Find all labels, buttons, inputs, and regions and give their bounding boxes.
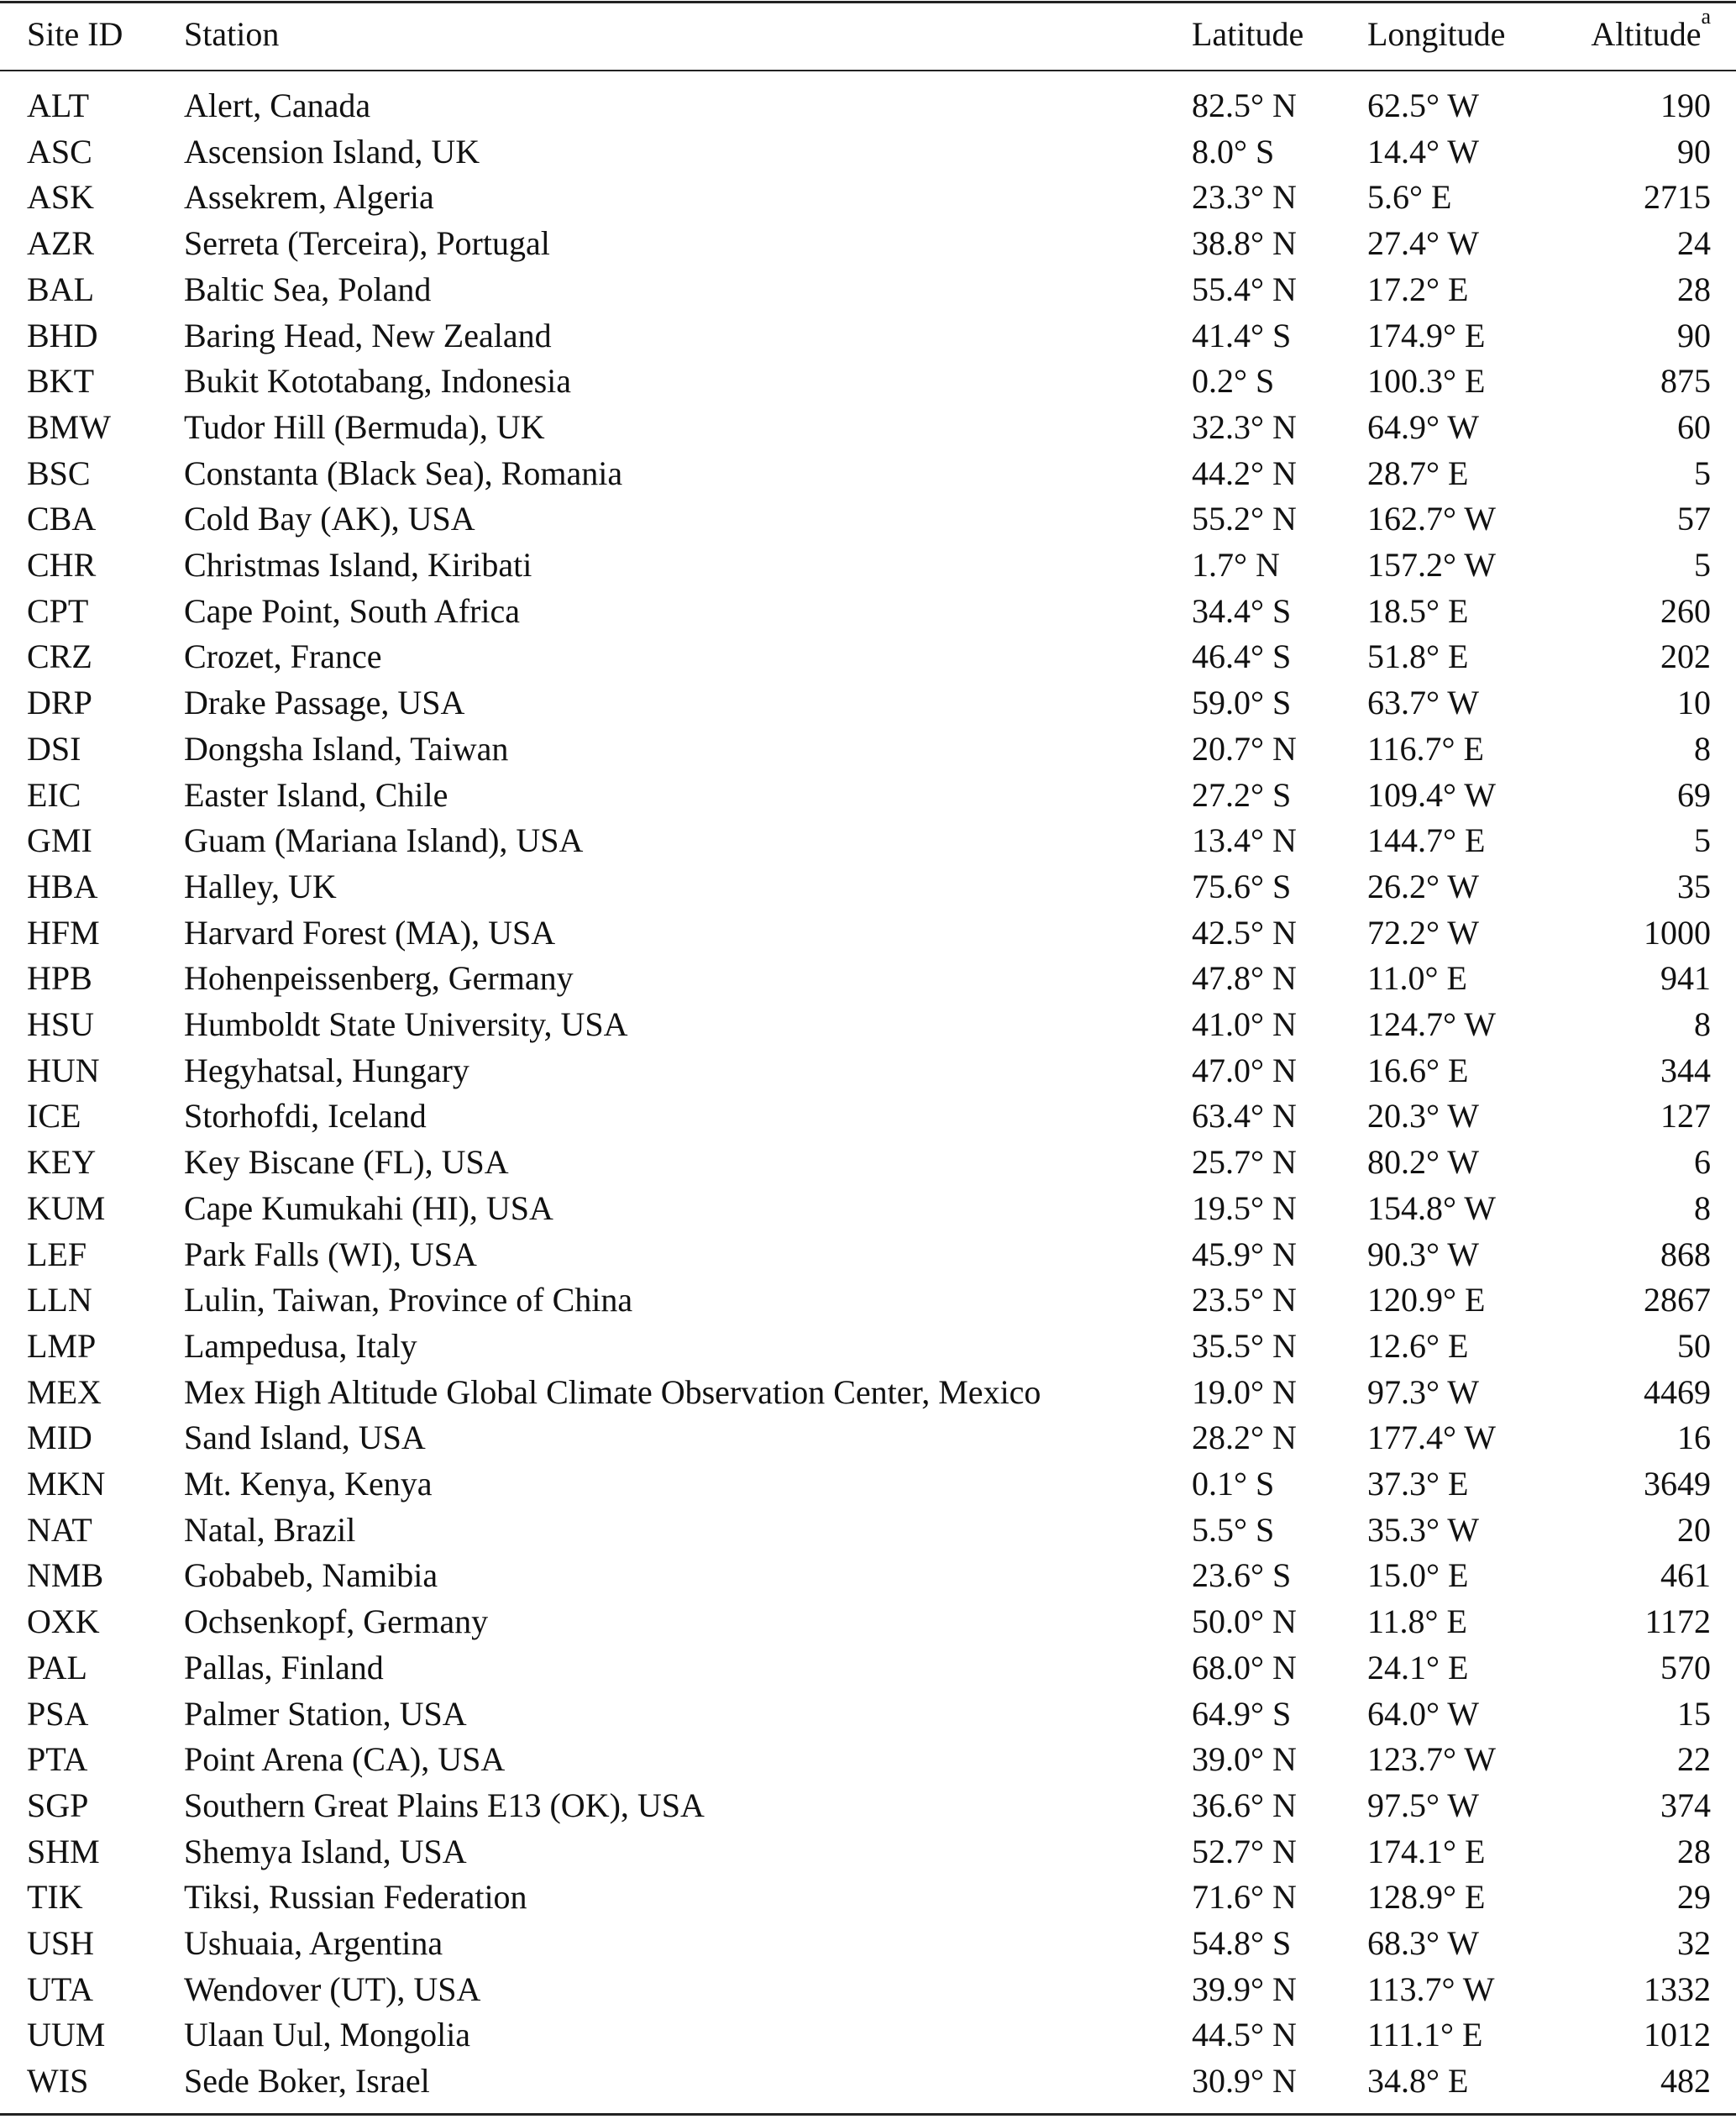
cell-altitude: 10 [1677, 684, 1711, 722]
table-row [0, 266, 1736, 312]
cell-latitude: 55.4° N [1192, 270, 1297, 308]
cell-latitude: 0.1° S [1192, 1465, 1275, 1503]
cell-latitude: 5.5° S [1192, 1510, 1275, 1549]
cell-longitude: 37.3° E [1367, 1465, 1469, 1503]
cell-altitude: 90 [1677, 316, 1711, 354]
table-row [0, 1047, 1736, 1094]
cell-altitude: 90 [1677, 132, 1711, 170]
cell-station: Dongsha Island, Taiwan [184, 729, 509, 768]
table-row [0, 1231, 1736, 1277]
cell-longitude: 11.0° E [1367, 959, 1467, 998]
cell-longitude: 97.3° W [1367, 1372, 1480, 1411]
cell-station: Ochsenkopf, Germany [184, 1602, 489, 1641]
cell-station: Sede Boker, Israel [184, 2062, 430, 2101]
cell-longitude: 174.9° E [1367, 316, 1486, 354]
cell-longitude: 123.7° W [1367, 1740, 1497, 1779]
cell-latitude: 19.5° N [1192, 1188, 1297, 1227]
cell-altitude: 260 [1660, 591, 1711, 630]
cell-longitude: 144.7° E [1367, 821, 1486, 860]
table-row [0, 910, 1736, 956]
cell-station: Wendover (UT), USA [184, 1970, 481, 2008]
cell-latitude: 44.2° N [1192, 454, 1297, 492]
cell-altitude: 22 [1677, 1740, 1711, 1779]
cell-station: Natal, Brazil [184, 1510, 356, 1549]
cell-station: Easter Island, Chile [184, 775, 448, 814]
cell-station: Cape Point, South Africa [184, 591, 520, 630]
table-row [0, 1139, 1736, 1185]
cell-station: Baltic Sea, Poland [184, 270, 432, 308]
table-row [0, 1691, 1736, 1737]
cell-site-id: CRZ [27, 637, 92, 676]
cell-latitude: 46.4° S [1192, 637, 1292, 676]
cell-site-id: KUM [27, 1188, 106, 1227]
cell-site-id: CBA [27, 500, 97, 538]
cell-station: Key Biscane (FL), USA [184, 1143, 509, 1182]
table-row [0, 82, 1736, 129]
table-row [0, 863, 1736, 910]
cell-latitude: 20.7° N [1192, 729, 1297, 768]
cell-longitude: 80.2° W [1367, 1143, 1480, 1182]
cell-latitude: 23.6° S [1192, 1556, 1292, 1595]
table-row [0, 1369, 1736, 1415]
cell-longitude: 109.4° W [1367, 775, 1497, 814]
cell-station: Southern Great Plains E13 (OK), USA [184, 1786, 705, 1824]
cell-latitude: 41.4° S [1192, 316, 1292, 354]
table-row [0, 772, 1736, 818]
cell-latitude: 45.9° N [1192, 1235, 1297, 1273]
cell-longitude: 64.0° W [1367, 1694, 1480, 1733]
cell-altitude: 5 [1694, 821, 1711, 860]
cell-altitude: 69 [1677, 775, 1711, 814]
cell-altitude: 8 [1694, 729, 1711, 768]
cell-latitude: 41.0° N [1192, 1005, 1297, 1043]
cell-site-id: ASK [27, 178, 95, 217]
table-row [0, 1414, 1736, 1461]
cell-altitude: 8 [1694, 1005, 1711, 1043]
cell-station: Harvard Forest (MA), USA [184, 913, 556, 952]
cell-longitude: 120.9° E [1367, 1281, 1486, 1319]
cell-latitude: 39.9° N [1192, 1970, 1297, 2008]
table-row [0, 1598, 1736, 1644]
cell-site-id: BHD [27, 316, 98, 354]
cell-longitude: 51.8° E [1367, 637, 1469, 676]
cell-station: Lampedusa, Italy [184, 1326, 417, 1365]
cell-site-id: LEF [27, 1235, 87, 1273]
cell-station: Assekrem, Algeria [184, 178, 434, 217]
cell-site-id: SHM [27, 1832, 100, 1870]
cell-altitude: 15 [1677, 1694, 1711, 1733]
table-row [0, 1966, 1736, 2012]
cell-altitude: 190 [1660, 87, 1711, 124]
table-row [0, 174, 1736, 220]
cell-latitude: 36.6° N [1192, 1786, 1297, 1824]
cell-latitude: 42.5° N [1192, 913, 1297, 952]
cell-longitude: 154.8° W [1367, 1188, 1497, 1227]
cell-altitude: 3649 [1644, 1465, 1711, 1503]
table-header [0, 4, 1736, 57]
cell-latitude: 44.5° N [1192, 2016, 1297, 2054]
cell-longitude: 157.2° W [1367, 546, 1497, 584]
altitude-footnote-marker: a [1701, 4, 1711, 29]
table-row [0, 220, 1736, 266]
cell-site-id: DSI [27, 729, 81, 768]
table-row [0, 1874, 1736, 1920]
cell-latitude: 0.2° S [1192, 362, 1275, 401]
cell-site-id: OXK [27, 1602, 100, 1641]
cell-longitude: 26.2° W [1367, 867, 1480, 905]
cell-altitude: 374 [1660, 1786, 1711, 1824]
cell-longitude: 63.7° W [1367, 684, 1480, 722]
table-row [0, 955, 1736, 1001]
cell-longitude: 16.6° E [1367, 1051, 1469, 1089]
cell-longitude: 62.5° W [1367, 87, 1480, 124]
cell-site-id: CPT [27, 591, 89, 630]
cell-altitude: 127 [1660, 1097, 1711, 1136]
cell-altitude: 1172 [1644, 1602, 1711, 1641]
cell-station: Baring Head, New Zealand [184, 316, 552, 354]
cell-site-id: BMW [27, 407, 111, 446]
table-row [0, 633, 1736, 679]
cell-site-id: HFM [27, 913, 100, 952]
cell-longitude: 12.6° E [1367, 1326, 1469, 1365]
cell-altitude: 5 [1694, 454, 1711, 492]
cell-latitude: 30.9° N [1192, 2062, 1297, 2101]
cell-altitude: 461 [1660, 1556, 1711, 1595]
cell-site-id: UTA [27, 1970, 94, 2008]
cell-latitude: 54.8° S [1192, 1924, 1292, 1962]
cell-latitude: 23.5° N [1192, 1281, 1297, 1319]
cell-latitude: 68.0° N [1192, 1648, 1297, 1686]
cell-altitude: 35 [1677, 867, 1711, 905]
cell-latitude: 50.0° N [1192, 1602, 1297, 1641]
table-row [0, 817, 1736, 863]
cell-site-id: UUM [27, 2016, 106, 2054]
header-site-id: Site ID [27, 15, 123, 53]
cell-altitude: 28 [1677, 1832, 1711, 1870]
cell-site-id: HUN [27, 1051, 100, 1089]
table-row [0, 1001, 1736, 1047]
cell-site-id: MEX [27, 1372, 102, 1411]
cell-latitude: 64.9° S [1192, 1694, 1292, 1733]
cell-altitude: 60 [1677, 407, 1711, 446]
cell-altitude: 1000 [1644, 913, 1711, 952]
cell-latitude: 32.3° N [1192, 407, 1297, 446]
cell-station: Park Falls (WI), USA [184, 1235, 477, 1273]
table-row [0, 1277, 1736, 1323]
cell-longitude: 68.3° W [1367, 1924, 1480, 1962]
cell-station: Mex High Altitude Global Climate Observation Center, Mexico [184, 1372, 1041, 1411]
cell-station: Tiksi, Russian Federation [184, 1878, 527, 1917]
header-altitude-label: Altitude [1591, 15, 1702, 53]
cell-site-id: PAL [27, 1648, 87, 1686]
cell-site-id: LMP [27, 1326, 97, 1365]
header-station: Station [184, 15, 280, 53]
cell-station: Ascension Island, UK [184, 132, 480, 170]
table-row [0, 1507, 1736, 1553]
cell-altitude: 941 [1660, 959, 1711, 998]
cell-site-id: ICE [27, 1097, 81, 1136]
cell-latitude: 38.8° N [1192, 224, 1297, 263]
cell-site-id: ALT [27, 87, 90, 124]
cell-longitude: 27.4° W [1367, 224, 1480, 263]
cell-latitude: 35.5° N [1192, 1326, 1297, 1365]
cell-altitude: 875 [1660, 362, 1711, 401]
cell-site-id: MKN [27, 1465, 106, 1503]
cell-latitude: 8.0° S [1192, 132, 1275, 170]
cell-station: Crozet, France [184, 637, 382, 676]
cell-latitude: 39.0° N [1192, 1740, 1297, 1779]
cell-station: Halley, UK [184, 867, 337, 905]
cell-site-id: WIS [27, 2062, 89, 2101]
cell-longitude: 64.9° W [1367, 407, 1480, 446]
table-row [0, 1782, 1736, 1828]
cell-longitude: 14.4° W [1367, 132, 1480, 170]
cell-station: Drake Passage, USA [184, 684, 465, 722]
cell-altitude: 344 [1660, 1051, 1711, 1089]
cell-site-id: HPB [27, 959, 92, 998]
cell-station: Alert, Canada [184, 87, 371, 124]
cell-site-id: BKT [27, 362, 94, 401]
cell-station: Mt. Kenya, Kenya [184, 1465, 433, 1503]
cell-altitude: 202 [1660, 637, 1711, 676]
cell-station: Hohenpeissenberg, Germany [184, 959, 574, 998]
cell-longitude: 124.7° W [1367, 1005, 1497, 1043]
table-row [0, 1185, 1736, 1231]
cell-station: Ulaan Uul, Mongolia [184, 2016, 471, 2054]
cell-longitude: 18.5° E [1367, 591, 1469, 630]
cell-longitude: 116.7° E [1367, 729, 1484, 768]
table-row [0, 404, 1736, 450]
cell-altitude: 868 [1660, 1235, 1711, 1273]
cell-latitude: 52.7° N [1192, 1832, 1297, 1870]
table-row [0, 726, 1736, 772]
cell-station: Guam (Mariana Island), USA [184, 821, 584, 860]
cell-latitude: 19.0° N [1192, 1372, 1297, 1411]
cell-latitude: 47.0° N [1192, 1051, 1297, 1089]
cell-site-id: BSC [27, 454, 91, 492]
cell-altitude: 1012 [1644, 2016, 1711, 2054]
cell-altitude: 2715 [1644, 178, 1711, 217]
cell-station: Point Arena (CA), USA [184, 1740, 506, 1779]
cell-longitude: 113.7° W [1367, 1970, 1495, 2008]
cell-latitude: 63.4° N [1192, 1097, 1297, 1136]
cell-longitude: 162.7° W [1367, 500, 1497, 538]
table-row [0, 1828, 1736, 1875]
cell-site-id: NMB [27, 1556, 104, 1595]
table-row [0, 1552, 1736, 1598]
table-row [0, 1461, 1736, 1507]
table-row [0, 129, 1736, 175]
cell-station: Tudor Hill (Bermuda), UK [184, 407, 545, 446]
cell-latitude: 71.6° N [1192, 1878, 1297, 1917]
table-row [0, 1920, 1736, 1966]
cell-altitude: 20 [1677, 1510, 1711, 1549]
cell-longitude: 15.0° E [1367, 1556, 1469, 1595]
cell-longitude: 90.3° W [1367, 1235, 1480, 1273]
cell-latitude: 1.7° N [1192, 546, 1280, 584]
cell-station: Hegyhatsal, Hungary [184, 1051, 469, 1089]
cell-latitude: 75.6° S [1192, 867, 1292, 905]
table-row [0, 358, 1736, 404]
cell-site-id: BAL [27, 270, 94, 308]
cell-station: Palmer Station, USA [184, 1694, 467, 1733]
cell-altitude: 32 [1677, 1924, 1711, 1962]
cell-longitude: 24.1° E [1367, 1648, 1469, 1686]
cell-altitude: 8 [1694, 1188, 1711, 1227]
cell-latitude: 27.2° S [1192, 775, 1292, 814]
cell-altitude: 29 [1677, 1878, 1711, 1917]
cell-longitude: 28.7° E [1367, 454, 1469, 492]
cell-site-id: HBA [27, 867, 98, 905]
cell-site-id: SGP [27, 1786, 89, 1824]
cell-longitude: 34.8° E [1367, 2062, 1469, 2101]
cell-site-id: USH [27, 1924, 95, 1962]
cell-site-id: TIK [27, 1878, 83, 1917]
cell-latitude: 34.4° S [1192, 591, 1292, 630]
cell-site-id: GMI [27, 821, 92, 860]
cell-longitude: 20.3° W [1367, 1097, 1480, 1136]
cell-altitude: 1332 [1644, 1970, 1711, 2008]
cell-site-id: PSA [27, 1694, 89, 1733]
cell-longitude: 174.1° E [1367, 1832, 1486, 1870]
table-row [0, 312, 1736, 359]
table-row [0, 1644, 1736, 1691]
cell-station: Storhofdi, Iceland [184, 1097, 427, 1136]
cell-station: Lulin, Taiwan, Province of China [184, 1281, 633, 1319]
table-row [0, 588, 1736, 634]
cell-altitude: 570 [1660, 1648, 1711, 1686]
cell-station: Gobabeb, Namibia [184, 1556, 438, 1595]
cell-altitude: 482 [1660, 2062, 1711, 2101]
table-row [0, 496, 1736, 542]
top-rule [0, 1, 1736, 3]
cell-station: Pallas, Finland [184, 1648, 384, 1686]
cell-longitude: 97.5° W [1367, 1786, 1480, 1824]
cell-station: Bukit Kototabang, Indonesia [184, 362, 572, 401]
header-longitude: Longitude [1367, 15, 1506, 53]
cell-station: Sand Island, USA [184, 1419, 426, 1457]
cell-longitude: 111.1° E [1367, 2016, 1483, 2054]
cell-site-id: DRP [27, 684, 92, 722]
cell-station: Constanta (Black Sea), Romania [184, 454, 623, 492]
header-altitude [1591, 4, 1711, 57]
cell-altitude: 4469 [1644, 1372, 1711, 1411]
cell-longitude: 11.8° E [1367, 1602, 1467, 1641]
table-row [0, 1323, 1736, 1369]
cell-latitude: 23.3° N [1192, 178, 1297, 217]
cell-station: Humboldt State University, USA [184, 1005, 628, 1043]
cell-site-id: LLN [27, 1281, 92, 1319]
cell-latitude: 25.7° N [1192, 1143, 1297, 1182]
cell-longitude: 128.9° E [1367, 1878, 1486, 1917]
table-row [0, 2058, 1736, 2104]
cell-latitude: 59.0° S [1192, 684, 1292, 722]
table-row [0, 542, 1736, 588]
cell-station: Ushuaia, Argentina [184, 1924, 443, 1962]
cell-station: Serreta (Terceira), Portugal [184, 224, 550, 263]
cell-altitude: 28 [1677, 270, 1711, 308]
cell-longitude: 177.4° W [1367, 1419, 1497, 1457]
cell-longitude: 100.3° E [1367, 362, 1486, 401]
cell-altitude: 50 [1677, 1326, 1711, 1365]
cell-site-id: MID [27, 1419, 92, 1457]
cell-longitude: 17.2° E [1367, 270, 1469, 308]
cell-site-id: KEY [27, 1143, 97, 1182]
cell-site-id: PTA [27, 1740, 88, 1779]
cell-site-id: HSU [27, 1005, 95, 1043]
bottom-rule [0, 2113, 1736, 2116]
cell-station: Shemya Island, USA [184, 1832, 467, 1870]
cell-latitude: 55.2° N [1192, 500, 1297, 538]
cell-station: Christmas Island, Kiribati [184, 546, 532, 584]
cell-altitude: 5 [1694, 546, 1711, 584]
cell-site-id: EIC [27, 775, 81, 814]
table-row [0, 2011, 1736, 2058]
cell-latitude: 47.8° N [1192, 959, 1297, 998]
cell-altitude: 6 [1694, 1143, 1711, 1182]
cell-latitude: 28.2° N [1192, 1419, 1297, 1457]
header-rule [0, 70, 1736, 71]
cell-altitude: 16 [1677, 1419, 1711, 1457]
table-row [0, 450, 1736, 496]
table-row [0, 1093, 1736, 1139]
cell-site-id: CHR [27, 546, 97, 584]
cell-altitude: 2867 [1644, 1281, 1711, 1319]
cell-site-id: ASC [27, 132, 92, 170]
cell-longitude: 5.6° E [1367, 178, 1452, 217]
cell-altitude: 57 [1677, 500, 1711, 538]
cell-site-id: NAT [27, 1510, 92, 1549]
cell-altitude: 24 [1677, 224, 1711, 263]
cell-station: Cold Bay (AK), USA [184, 500, 475, 538]
cell-latitude: 82.5° N [1192, 87, 1297, 124]
table-row [0, 679, 1736, 726]
cell-longitude: 72.2° W [1367, 913, 1480, 952]
header-latitude: Latitude [1192, 15, 1304, 53]
cell-latitude: 13.4° N [1192, 821, 1297, 860]
table-row [0, 1736, 1736, 1782]
cell-station: Cape Kumukahi (HI), USA [184, 1188, 553, 1227]
cell-site-id: AZR [27, 224, 94, 263]
cell-longitude: 35.3° W [1367, 1510, 1480, 1549]
